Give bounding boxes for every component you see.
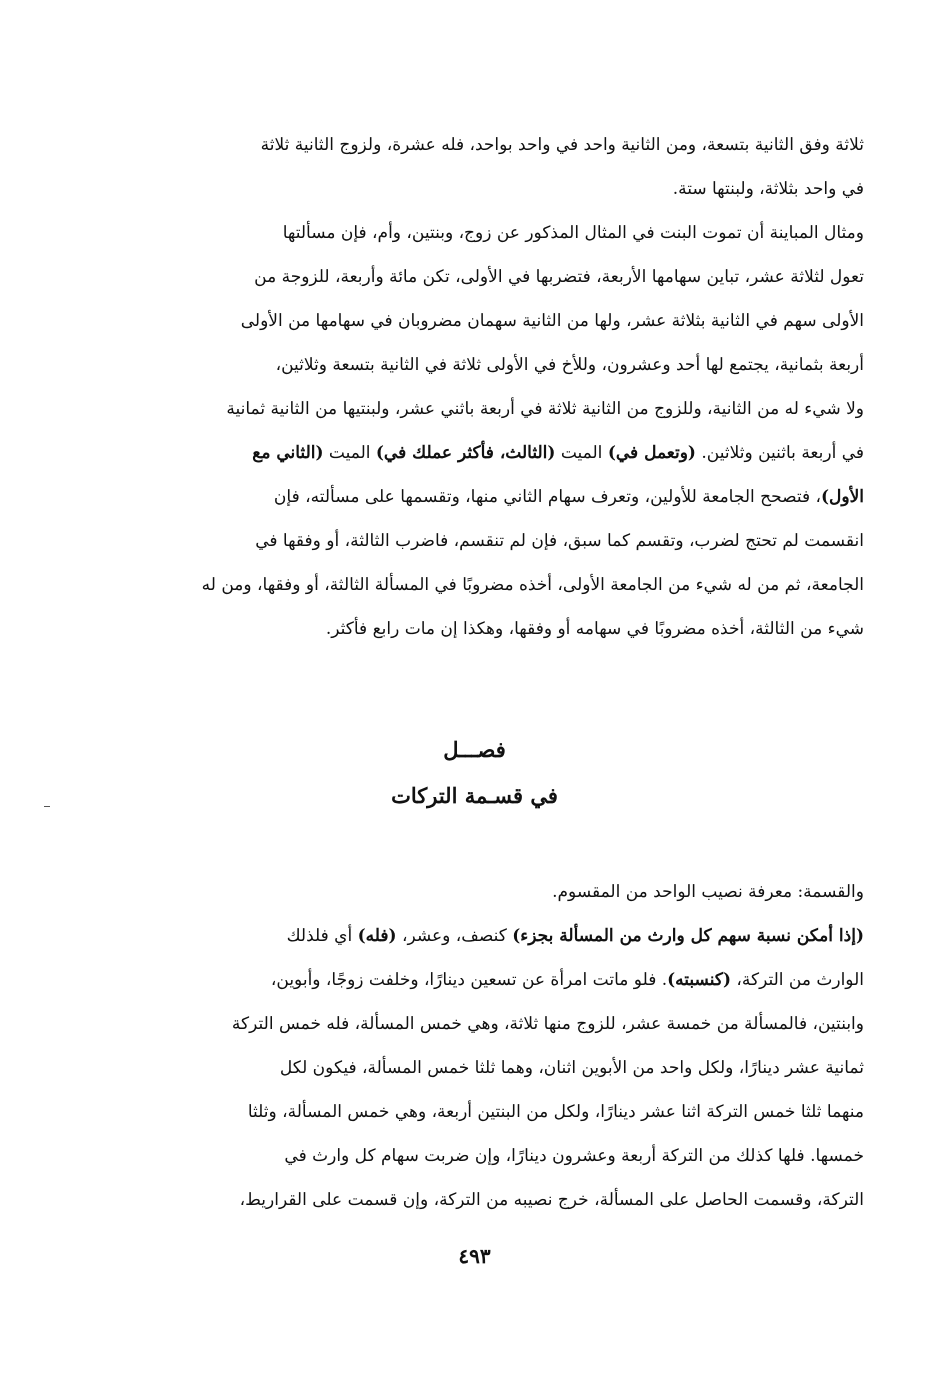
bold-text-run: (الثاني مع: [252, 443, 324, 463]
text-run: ولا شيء له من الثانية، وللزوج من الثانية ثلاثة في أربعة باثني عشر، ولبنتيها من الثانية ثمانية: [226, 399, 864, 419]
text-line: [158, 1002, 864, 1046]
text-run: أي فلذلك: [286, 926, 358, 946]
text-run: الميت: [323, 443, 376, 463]
text-run: والقسمة: معرفة نصيب الواحد من المقسوم.: [552, 882, 864, 902]
text-line: [158, 519, 864, 563]
text-run: أربعة بثمانية، يجتمع لها أحد وعشرون، وللأخ في الأولى ثلاثة في الثانية بتسعة وثلاثين،: [275, 355, 864, 375]
text-run: الميت: [555, 443, 608, 463]
text-line: [158, 299, 864, 343]
text-run: تعول لثلاثة عشر، تباين سهامها الأربعة، فتضربها في الأولى، تكن مائة وأربعة، للزوجة من: [254, 267, 864, 287]
text-line: [158, 870, 864, 914]
text-line: [158, 475, 864, 519]
section-title: في قسـمة التركات: [391, 783, 558, 808]
text-run: الوارث من التركة،: [731, 970, 864, 990]
text-run: كنصف، وعشر،: [396, 926, 513, 946]
text-line: [158, 167, 864, 211]
text-run: شيء من الثالثة، أخذه مضروبًا في سهامه أو وفقها، وهكذا إن مات رابع فأكثر.: [325, 619, 864, 639]
text-line: [158, 1178, 864, 1222]
text-line: [158, 914, 864, 958]
text-run: ، فتصحح الجامعة للأولين، وتعرف سهام الثاني منها، وتقسمها على مسألته، فإن: [273, 487, 821, 507]
text-run: . فلو ماتت امرأة عن تسعين دينارًا، وخلفت زوجًا، وأبوين،: [270, 970, 668, 990]
text-run: منهما ثلثا خمس التركة اثنا عشر دينارًا، ولكل من البنتين أربعة، وهي خمس المسألة، وثلثا: [247, 1102, 864, 1122]
text-run: ثمانية عشر دينارًا، ولكل واحد من الأبوين اثنان، وهما ثلثا خمس المسألة، فيكون لكل: [279, 1058, 864, 1078]
bold-text-run: (إذا أمكن نسبة سهم كل وارث من المسألة بجزء): [512, 926, 864, 946]
text-line: [158, 123, 864, 167]
text-line: [158, 387, 864, 431]
bold-text-run: الأول): [820, 487, 864, 507]
text-run: الأولى سهم في الثانية بثلاثة عشر، ولها من الثانية سهمان مضروبان في سهامها من الأولى: [240, 311, 864, 331]
body-text-bottom: [158, 870, 864, 1222]
text-run: ثلاثة وفق الثانية بتسعة، ومن الثانية واحد في واحد بواحد، فله عشرة، ولزوج الثانية ثلاثة: [260, 135, 864, 155]
text-line: [158, 211, 864, 255]
text-line: [158, 958, 864, 1002]
bold-text-run: (وتعمل في): [607, 443, 696, 463]
text-run: في أربعة باثنين وثلاثين.: [695, 443, 864, 463]
page-number: ٤٩٣: [458, 1244, 491, 1268]
text-line: [158, 563, 864, 607]
section-heading: فصـــل: [443, 737, 506, 762]
bold-text-run: (الثالث، فأكثر عملك في): [375, 443, 556, 463]
text-line: [158, 1046, 864, 1090]
text-line: [158, 1090, 864, 1134]
text-run: التركة، وقسمت الحاصل على المسألة، خرج نصيبه من التركة، وإن قسمت على القراريط،: [239, 1190, 864, 1210]
margin-mark: [44, 806, 50, 807]
text-line: [158, 255, 864, 299]
text-run: انقسمت لم تحتج لضرب، وتقسم كما سبق، فإن لم تنقسم، فاضرب الثالثة، أو وفقها في: [255, 531, 864, 551]
text-line: [158, 431, 864, 475]
text-line: [158, 607, 864, 651]
body-text-top: [158, 123, 864, 651]
text-run: ومثال المباينة أن تموت البنت في المثال المذكور عن زوج، وبنتين، وأم، فإن مسألتها: [282, 223, 864, 243]
text-line: [158, 1134, 864, 1178]
text-run: الجامعة، ثم من له شيء من الجامعة الأولى، أخذه مضروبًا في المسألة الثالثة، أو وفقها، ومن له: [201, 575, 864, 595]
bold-text-run: (كنسبته): [667, 970, 731, 990]
text-run: خمسها. فلها كذلك من التركة أربعة وعشرون دينارًا، وإن ضربت سهام كل وارث في: [284, 1146, 864, 1166]
text-line: [158, 343, 864, 387]
bold-text-run: (فله): [357, 926, 397, 946]
text-run: وابنتين، فالمسألة من خمسة عشر، للزوج منها ثلاثة، وهي خمس المسألة، فله خمس التركة: [231, 1014, 864, 1034]
text-run: في واحد بثلاثة، ولبنتها ستة.: [672, 179, 864, 199]
